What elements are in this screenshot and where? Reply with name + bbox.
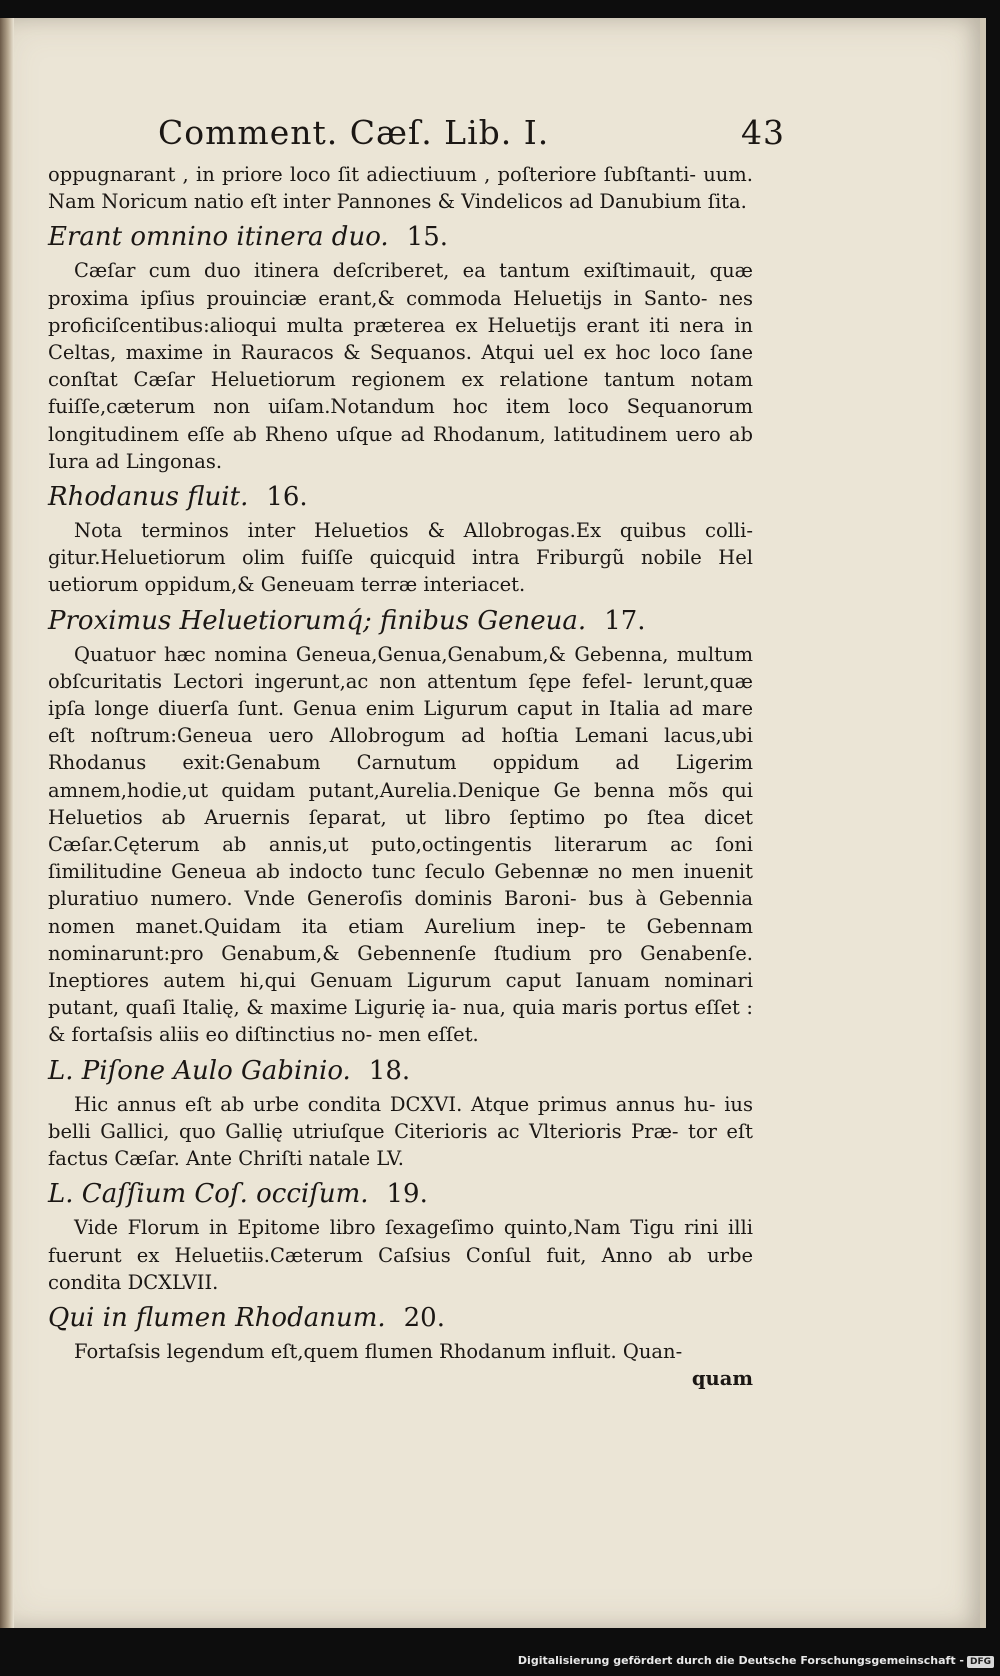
lemma-text: L. Piſone Aulo Gabinio. xyxy=(48,1055,351,1086)
lemma-text: Erant omnino itinera duo. xyxy=(48,222,389,253)
running-head-title: Comment. Cæſ. Lib. I. xyxy=(158,113,550,152)
page-number: 43 xyxy=(741,113,785,152)
catchword: quam xyxy=(691,1367,753,1391)
page-spine-shadow xyxy=(0,18,14,1628)
lemma-text: L. Caſſium Coſ. occiſum. xyxy=(48,1179,369,1210)
lemma-number: 20. xyxy=(403,1302,445,1333)
running-head xyxy=(48,113,785,161)
lemma-number: 15. xyxy=(406,222,449,253)
lemma-heading xyxy=(48,1051,753,1091)
commentary-paragraph: Fortaſsis legendum eſt,quem flumen Rhodanum influit. Quan- xyxy=(74,1339,683,1363)
commentary-paragraph: oppugnarant , in priore loco ſit adiectiuum , poſteriore ſubſtanti- uum. Nam Noricum natio eſt inter Pannones & Vindelicos ad Danubium ſita. xyxy=(48,163,753,214)
lemma-text: Rhodanus fluit. xyxy=(48,482,249,513)
lemma-number: 16. xyxy=(266,482,308,513)
commentary-paragraph: Hic annus eſt ab urbe condita DCXVI. Atque primus annus hu- ius belli Gallici, quo Gallię utriuſque Citerioris ac Vlterioris Præ- tor eſt factus Cæſar. Ante Chriſti natale LV. xyxy=(48,1092,753,1171)
lemma-heading xyxy=(48,477,753,517)
lemma-heading xyxy=(48,1298,753,1338)
lemma-text: Proximus Heluetiorumq́; finibus Geneua. xyxy=(48,605,587,636)
commentary-paragraph: Cæſar cum duo itinera deſcriberet, ea tantum exiſtimauit, quæ proxima ipſius prouinciæ erant,& commoda Heluetijs in Santo- nes proficiſcentibus:alioqui multa præterea ex Heluetijs erant iti nera in Celtas, maxime in Rauracos & Sequanos. Atqui uel ex hoc loco ſane conſtat Cæſar Heluetiorum regionem ex relatione tantum notam fuiſſe,cæterum non uiſam.Notandum hoc item loco Sequanorum longitudinem eſſe ab Rheno uſque ad Rhodanum, latitudinem uero ab Iura ad Lingonas. xyxy=(48,259,753,473)
lemma-number: 19. xyxy=(386,1179,428,1210)
lemma-text: Qui in flumen Rhodanum. xyxy=(48,1302,386,1333)
lemma-heading xyxy=(48,217,753,257)
commentary-paragraph: Vide Florum in Epitome libro ſexageſimo quinto,Nam Tigu rini illi fuerunt ex Heluetiis.Cæterum Caſsius Conſul fuit, Anno ab urbe condita DCXLVII. xyxy=(48,1216,753,1294)
dfg-logo: DFG xyxy=(967,1656,994,1668)
digitization-credit xyxy=(518,1654,994,1668)
text-body xyxy=(48,161,753,1365)
lemma-number: 17. xyxy=(604,605,646,636)
lemma-heading xyxy=(48,601,753,641)
credit-text: Digitalisierung gefördert durch die Deutsche Forschungsgemeinschaft - xyxy=(517,1654,964,1667)
page-content xyxy=(48,113,785,1391)
commentary-paragraph: Nota terminos inter Heluetios & Allobrogas.Ex quibus colli- gitur.Heluetiorum olim fuiſſe quicquid intra Friburgũ nobile Hel uetiorum oppidum,& Geneuam terræ interiacet. xyxy=(48,519,753,597)
lemma-heading xyxy=(48,1174,753,1214)
commentary-paragraph: Quatuor hæc nomina Geneua,Genua,Genabum,& Gebenna, multum obſcuritatis Lectori ingerunt,ac non attentum ſępe fefel- lerunt,quæ ipſa longe diuerſa ſunt. Genua enim Ligurum caput in Italia ad mare eſt noſtrum:Geneua uero Allobrogum ad hoſtia Lemani lacus,ubi Rhodanus exit:Genabum Carnutum oppidum ad Ligerim amnem,hodie,ut quidam putant,Aurelia.Denique Ge benna mõs qui Heluetios ab Aruernis ſeparat, ut libro ſeptimo po ſtea dicet Cæſar.Cęterum ab annis,ut puto,octingentis literarum ac ſoni ſimilitudine Geneua ab indocto tunc ſeculo Gebennæ no men inuenit pluratiuo numero. Vnde Generoſis dominis Baroni- bus à Gebennia nomen manet.Quidam ita etiam Aurelium inep- te Gebennam nominarunt:pro Genabum,& Gebennenſe ſtudium pro Genabenſe. Ineptiores autem hi,qui Genuam Ligurum caput Ianuam nominari putant, quaſi Italię, & maxime Ligurię ia- nua, quia maris portus eſſet : & fortaſsis aliis eo diſtinctius no- men eſſet. xyxy=(48,642,753,1047)
book-page xyxy=(0,18,986,1628)
lemma-number: 18. xyxy=(368,1055,411,1086)
